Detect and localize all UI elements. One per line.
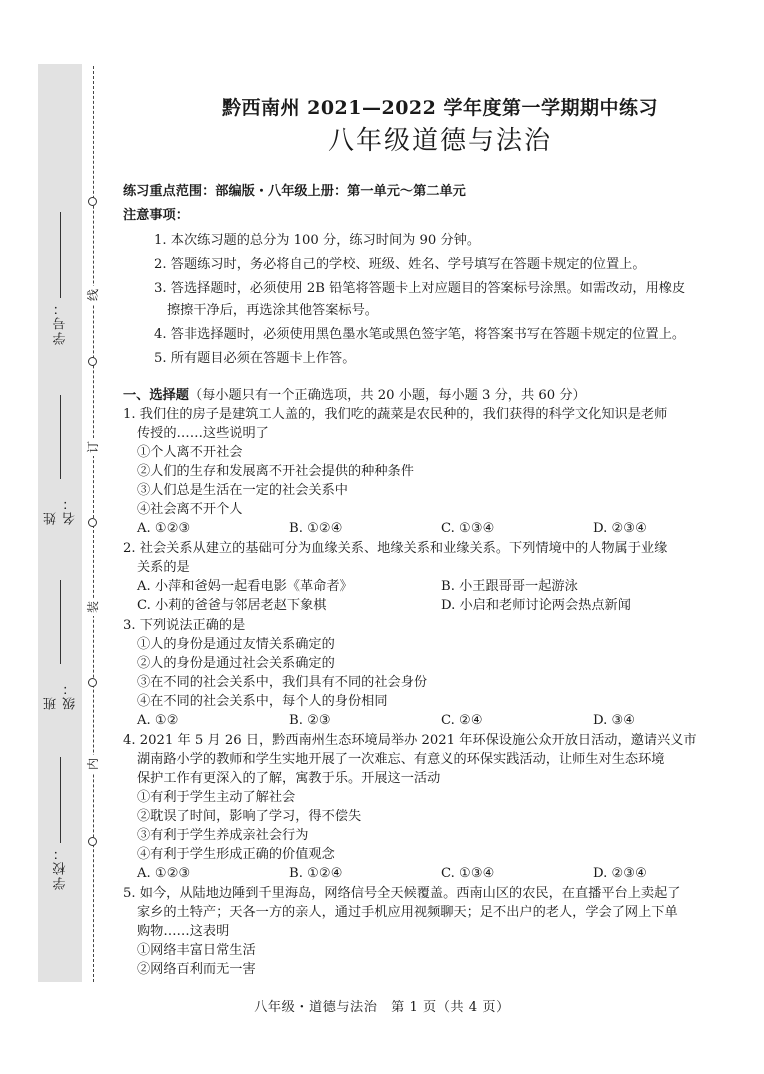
note-item: 4. 答非选择题时，必须使用黑色墨水笔或黑色签字笔，将答案书写在答题卡规定的位置上。 [154, 327, 686, 342]
cut-char-pack: 装 [86, 598, 100, 616]
option-d: D. ②③④ [593, 521, 647, 536]
question-stem: 关系的是 [137, 560, 190, 575]
exam-title: 黔西南州 2021—2022 学年度第一学期期中练习 [222, 97, 658, 119]
class-field: 班级： [46, 580, 76, 710]
question-item: ②人们的生存和发展离不开社会提供的种种条件 [137, 464, 414, 479]
answer-options [137, 596, 745, 615]
option-c: C. 小莉的爸爸与邻居老赵下象棋 [137, 598, 327, 613]
option-d: D. ②③④ [593, 866, 647, 881]
option-b: B. ①②④ [289, 521, 343, 536]
cut-hole [88, 357, 97, 366]
answer-options [137, 519, 745, 538]
question-stem: 3. 下列说法正确的是 [123, 618, 246, 633]
option-a: A. ①② [137, 713, 179, 728]
cut-char-line: 线 [86, 286, 100, 304]
cut-hole [88, 518, 97, 527]
question-item: ①个人离不开社会 [137, 445, 243, 460]
question-stem: 湖南路小学的教师和学生实地开展了一次难忘、有意义的环保实践活动，让师生对生态环境 [137, 752, 665, 767]
question-stem: 家乡的土特产；天各一方的亲人，通过手机应用视频聊天；足不出户的老人，学会了网上下单 [137, 905, 678, 920]
question-item: ④在不同的社会关系中，每个人的身份相同 [137, 694, 388, 709]
question-item: ②人的身份是通过社会关系确定的 [137, 656, 335, 671]
note-item-cont: 擦擦干净后，再选涂其他答案标号。 [167, 303, 378, 318]
option-b: B. ①②④ [289, 866, 343, 881]
option-d: D. 小启和老师讨论两会热点新闻 [441, 598, 631, 613]
question-item: ③人们总是生活在一定的社会关系中 [137, 483, 348, 498]
cut-char-bind: 订 [86, 438, 100, 456]
option-b: B. 小王跟哥哥一起游泳 [441, 579, 578, 594]
question-item: ②耽误了时间，影响了学习，得不偿失 [137, 809, 362, 824]
note-item: 2. 答题练习时，务必将自己的学校、班级、姓名、学号填写在答题卡规定的位置上。 [154, 257, 646, 272]
note-item: 1. 本次练习题的总分为 100 分，练习时间为 90 分钟。 [154, 233, 481, 248]
option-c: C. ①③④ [441, 521, 495, 536]
name-field: 姓名： [46, 395, 76, 525]
question-item: ①网络丰富日常生活 [137, 943, 256, 958]
option-a: A. ①②③ [137, 521, 191, 536]
scope-text: 练习重点范围：部编版・八年级上册：第一单元～第二单元 [123, 184, 466, 199]
question-stem: 2. 社会关系从建立的基础可分为血缘关系、地缘关系和业缘关系。下列情境中的人物属于业缘 [123, 541, 668, 556]
question-item: ③有利于学生养成亲社会行为 [137, 828, 309, 843]
cut-hole [88, 678, 97, 687]
exam-subject: 八年级道德与法治 [327, 126, 552, 156]
option-c: C. ①③④ [441, 866, 495, 881]
question-item: ①人的身份是通过友情关系确定的 [137, 637, 335, 652]
section-heading: 一、选择题（每小题只有一个正确选项，共 20 小题，每小题 3 分，共 60 分） [123, 388, 586, 403]
question-item: ③在不同的社会关系中，我们具有不同的社会身份 [137, 675, 428, 690]
question-stem: 购物……这表明 [137, 924, 230, 939]
answer-options [137, 577, 745, 596]
cut-hole [88, 837, 97, 846]
question-item: ①有利于学生主动了解社会 [137, 790, 296, 805]
page-footer: 八年级・道德与法治 第 1 页（共 4 页） [254, 1000, 510, 1015]
question-stem: 4. 2021 年 5 月 26 日，黔西南州生态环境局举办 2021 年环保设施公众开放日活动，邀请兴义市 [123, 733, 697, 748]
option-a: A. 小萍和爸妈一起看电影《革命者》 [137, 579, 353, 594]
question-stem: 5. 如今，从陆地边陲到千里海岛，网络信号全天候覆盖。西南山区的农民，在直播平台上卖起了 [123, 886, 681, 901]
question-item: ④社会离不开个人 [137, 502, 243, 517]
option-d: D. ③④ [593, 713, 636, 728]
question-stem: 传授的……这些说明了 [137, 426, 269, 441]
note-item: 3. 答选择题时，必须使用 2B 铅笔将答题卡上对应题目的答案标号涂黑。如需改动，用橡皮 [154, 281, 686, 296]
option-b: B. ②③ [289, 713, 331, 728]
cut-char-inner: 内 [86, 755, 100, 773]
notes-title: 注意事项： [123, 208, 189, 223]
school-field: 学校： [46, 755, 76, 890]
question-item: ④有利于学生形成正确的价值观念 [137, 847, 335, 862]
question-stem: 1. 我们住的房子是建筑工人盖的，我们吃的蔬菜是农民种的，我们获得的科学文化知识是老师 [123, 407, 668, 422]
option-c: C. ②④ [441, 713, 483, 728]
student-id-field: 学号： [46, 205, 76, 345]
answer-options [137, 864, 745, 883]
note-item: 5. 所有题目必须在答题卡上作答。 [154, 351, 356, 366]
question-item: ②网络百利而无一害 [137, 962, 256, 977]
question-stem: 保护工作有更深入的了解，寓教于乐。开展这一活动 [137, 771, 441, 786]
cut-hole [88, 197, 97, 206]
answer-options [137, 711, 745, 730]
option-a: A. ①②③ [137, 866, 191, 881]
